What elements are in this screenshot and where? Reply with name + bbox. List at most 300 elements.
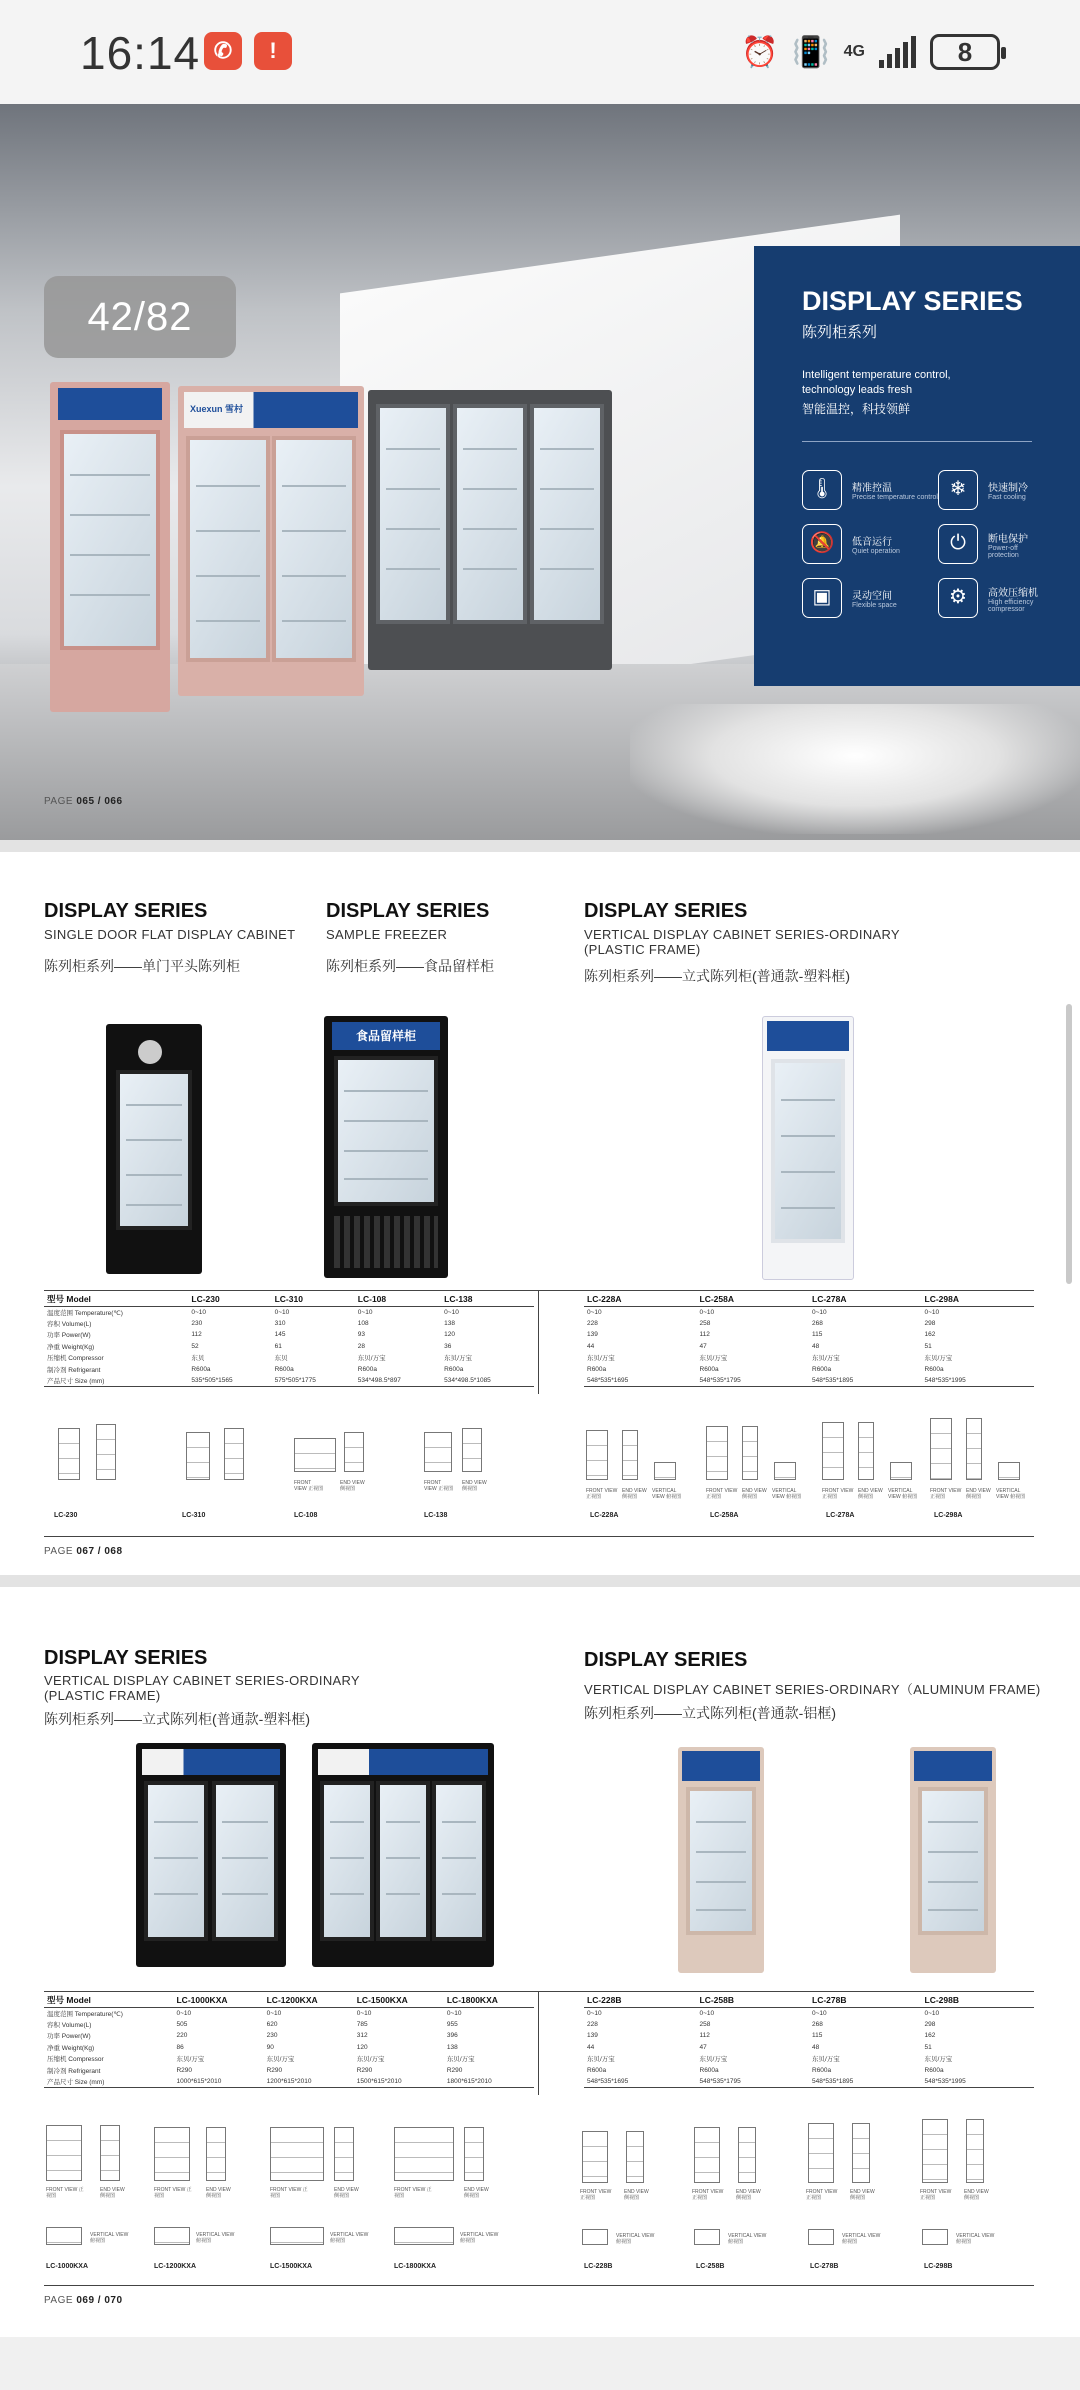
table-cell: R600a [699,1365,719,1373]
drawing-label: LC-108 [294,1512,318,1519]
table-cell: 548*535*1795 [697,2076,810,2088]
fridge-sign [682,1751,760,1781]
feature-item [938,470,1048,510]
table-header-row [44,1993,534,2007]
feature-item [938,524,1048,564]
feature-label: 灵动空间 [852,591,892,602]
drawing-label: LC-1800KXA [394,2263,437,2270]
table-cell: 258 [699,1319,711,1327]
view-caption: FRONT VIEW 正视图 [920,2189,952,2201]
panel-desc-line-2: technology leads fresh [802,384,913,396]
table-cell: 548*535*1895 [809,2076,922,2088]
product-image-lc-298b [910,1747,996,1973]
table-divider [538,1991,539,2095]
table-header-cell: LC-278B [809,1993,922,2007]
drawing-side-lc-228b [626,2131,644,2183]
drawing-side-lc-258a [742,1426,758,1480]
table-cell: 容积 Volume(L) [47,1320,92,1328]
drawing-side-lc-278a [858,1422,874,1480]
feature-sublabel: Precise temperature control [852,494,938,501]
table-header-cell: 型号 Model [44,1292,188,1306]
drawing-top-lc-258b [694,2229,720,2245]
table-cell: R600a [924,2066,944,2074]
fridge-door-left [144,1781,208,1941]
table-cell: 139 [587,1331,598,1339]
table-cell: 548*535*1795 [697,1375,810,1387]
table-cell: 90 [266,2043,274,2051]
footer-page-numbers: 067 / 068 [76,1546,123,1557]
drawing-top-lc-298b [922,2229,948,2245]
table-cell: 785 [356,2020,368,2028]
drawing-side-lc-1000kxa [100,2125,120,2181]
table-row [44,1341,534,1353]
page-gap [0,1575,1080,1587]
footer-page-numbers: 065 / 066 [76,796,123,807]
fridge-door-2 [376,1781,430,1941]
table-header-row [584,1993,1034,2007]
fridge-door-3 [432,1781,486,1941]
table-cell: 制冷剂 Refrigerant [47,1366,101,1374]
drawing-top-lc-1000kxa [46,2227,82,2245]
table-cell: 48 [812,2043,820,2051]
table-cell: 44 [587,2043,595,2051]
view-caption: VERTICAL VIEW 俯视图 [652,1488,682,1500]
table-cell: 东贝/万宝 [699,2056,728,2064]
feature-item [802,470,938,510]
footer-label: PAGE [44,1546,74,1557]
view-caption: END VIEW 侧视图 [340,1480,365,1492]
freezer-sign: 食品留样柜 [332,1022,440,1050]
table-cell: R600a [587,1365,607,1373]
view-caption: FRONT VIEW 正视图 [586,1488,618,1500]
table-row [584,2076,1034,2088]
table-header-cell: LC-230 [188,1292,271,1306]
table-row [44,2007,534,2019]
page-counter: 42/82 [44,276,236,358]
table-cell: 548*535*1695 [584,1375,697,1387]
panel-description [802,368,1032,417]
table-row [44,2076,534,2088]
table-cell: 620 [266,2020,278,2028]
brand-sign-text: Xuexun 雪村 [190,404,244,414]
table-cell: R600a [274,1365,294,1373]
table-cell: 东贝/万宝 [356,2056,385,2064]
table-cell: 47 [699,1342,707,1350]
table-cell: 温度范围 Temperature(℃) [47,2010,123,2018]
table-row [584,1341,1034,1353]
table-cell: 制冷剂 Refrigerant [47,2067,101,2075]
fridge-door [918,1787,988,1935]
view-caption: FRONT VIEW 正视图 [424,1480,454,1492]
table-cell: 48 [812,1342,820,1350]
table-cell: 312 [356,2032,368,2040]
table-cell: R290 [356,2066,373,2074]
table-header-cell: LC-228B [584,1993,697,2007]
table-cell: 230 [191,1319,203,1327]
feature-sublabel: Power-off protection [988,544,1019,559]
table-row [44,2065,534,2077]
table-cell: R600a [812,1365,832,1373]
table-cell: 东贝/万宝 [587,1355,615,1363]
spec-table-left [44,1993,534,2088]
table-cell: 955 [446,2020,458,2028]
table-row [584,2065,1034,2077]
drawing-label: LC-1500KXA [270,2263,313,2270]
fridge-vent-grille [334,1216,438,1268]
table-row [44,2053,534,2065]
table-row [584,1329,1034,1341]
table-cell: R600a [699,2066,719,2074]
drawing-label: LC-1200KXA [154,2263,197,2270]
table-header-cell: LC-298B [922,1993,1035,2007]
table-cell: 61 [274,1342,282,1350]
page-footer [44,1546,123,1557]
table-header-cell: LC-258B [697,1993,810,2007]
table-cell: 93 [357,1331,366,1339]
table-cell: 1200*615*2010 [264,2076,354,2088]
fridge-door [686,1787,756,1935]
table-cell: 51 [924,1342,932,1350]
table-cell: 东贝/万宝 [812,1355,840,1363]
table-row [584,2019,1034,2031]
feature-sublabel: High efficiency compressor [988,598,1034,613]
product-image-lc-228b [678,1747,764,1973]
panel-divider [802,441,1032,442]
section-subtitle-cn: 陈列柜系列——食品留样柜 [326,958,494,974]
drawing-label: LC-258A [710,1512,739,1519]
fridge-sign [58,388,162,420]
fridge-door-1 [320,1781,374,1941]
table-cell: 0~10 [924,1308,940,1316]
feature-item [938,578,1048,618]
fridge-door [60,430,160,650]
table-row [584,1364,1034,1376]
table-header-row [584,1292,1034,1306]
table-cell: 47 [699,2043,707,2051]
table-cell: 505 [176,2020,188,2028]
table-cell: 东贝/万宝 [699,1355,728,1363]
fridge-double-pink [178,386,364,696]
drawing-side-lc-298b [966,2119,984,2183]
table-cell: 115 [812,1331,823,1339]
fridge-door [771,1059,845,1243]
table-row [44,1329,534,1341]
view-caption: VERTICAL VIEW 俯视图 [888,1488,918,1500]
table-header-cell: LC-1800KXA [444,1993,534,2007]
table-top-rule [44,1991,1034,1992]
drawing-side-lc-138 [462,1428,482,1472]
fan-vent [138,1040,162,1064]
table-cell: 51 [924,2043,932,2051]
drawing-front-lc-258b [694,2127,720,2183]
view-caption: FRONT VIEW 正视图 [822,1488,854,1500]
table-cell: 东贝/万宝 [176,2056,205,2064]
cube-icon: ▣ [802,578,842,618]
catalog-page-069[interactable] [0,1587,1080,2337]
table-header-cell: 型号 Model [44,1993,173,2007]
drawing-label: LC-310 [182,1512,206,1519]
table-cell: 0~10 [587,2009,602,2017]
view-caption: VERTICAL VIEW 俯视图 [460,2232,499,2244]
drawing-front-lc-1800kxa [394,2127,454,2181]
section-subtitle-en-2: (PLASTIC FRAME) [584,942,701,957]
table-row [44,2030,534,2042]
drawing-front-lc-230 [58,1428,80,1480]
alarm-icon: ⏰ [740,35,779,69]
spec-table-right [584,1993,1034,2088]
view-caption: END VIEW 侧视图 [462,1480,487,1492]
table-row [584,2030,1034,2042]
panel-desc-line-1: Intelligent temperature control, [802,369,951,381]
view-caption: END VIEW 侧视图 [622,1488,647,1500]
table-cell: 0~10 [266,2009,282,2017]
fridge-door-left [186,436,270,662]
table-cell: 净重 Weight(Kg) [47,2044,95,2052]
table-cell: R600a [357,1365,377,1373]
view-caption: FRONT VIEW 正视图 [692,2189,724,2201]
feature-grid [802,470,1038,618]
table-cell: 534*498.5*1085 [441,1375,534,1387]
product-image-lc-1000kxa [136,1743,286,1967]
table-cell: 功率 Power(W) [47,2033,91,2041]
fridge-sign [318,1749,488,1775]
table-cell: 0~10 [444,1308,459,1316]
drawing-label: LC-1000KXA [46,2263,89,2270]
feature-label: 断电保护 [988,533,1028,545]
section-subtitle-en: VERTICAL DISPLAY CABINET SERIES-ORDINARY [44,1673,360,1688]
view-caption: FRONT VIEW 正视图 [930,1488,962,1500]
fridge-door-right [272,436,356,662]
drawing-front-lc-310 [186,1432,210,1480]
table-cell: 压缩机 Compressor [47,1355,104,1363]
table-cell: 1800*615*2010 [444,2076,534,2088]
table-cell: R290 [176,2066,193,2074]
table-cell: 548*535*1895 [809,1375,922,1387]
table-cell: R290 [446,2066,463,2074]
table-cell: 548*535*1995 [922,2076,1035,2088]
fridge-single-pink [50,382,170,712]
table-header-cell: LC-310 [272,1292,355,1306]
table-row [44,2019,534,2031]
product-image-lc-228a [762,1016,854,1280]
drawing-front-lc-278b [808,2123,834,2183]
table-cell: 548*535*1995 [922,1375,1035,1387]
table-cell: R600a [924,1365,944,1373]
snowflake-icon: ❄ [938,470,978,510]
drawing-front-lc-1500kxa [270,2127,324,2181]
drawing-top-lc-1800kxa [394,2227,454,2245]
view-caption: FRONT VIEW 正视图 [154,2187,192,2199]
table-cell: 575*505*1775 [272,1375,355,1387]
section-subtitle-cn: 陈列柜系列——立式陈列柜(普通款-塑料框) [584,968,850,984]
table-cell: 220 [176,2032,188,2040]
table-cell: 36 [444,1342,452,1350]
table-cell: 268 [812,2020,823,2028]
fridge-sign [142,1749,280,1775]
view-caption: END VIEW 侧视图 [736,2189,761,2201]
feature-item [802,578,938,618]
compressor-icon: ⚙ [938,578,978,618]
view-caption: END VIEW 侧视图 [100,2187,125,2199]
feature-label: 快速制冷 [988,483,1028,494]
catalog-page-067[interactable] [0,852,1080,1575]
table-cell: 东贝/万宝 [266,2056,295,2064]
table-cell: 0~10 [699,2009,715,2017]
table-cell: 138 [446,2043,458,2051]
view-caption: FRONT VIEW 正视图 [294,1480,324,1492]
fridge-sign [767,1021,849,1051]
table-header-cell: LC-258A [697,1292,810,1306]
table-cell: 东贝/万宝 [357,1355,386,1363]
table-cell: 139 [587,2032,598,2040]
fridge-door [116,1070,192,1230]
product-image-lc-230 [106,1024,202,1274]
drawing-side-lc-1800kxa [464,2127,484,2181]
table-row [584,1352,1034,1364]
drawing-side-lc-1200kxa [206,2127,226,2181]
table-divider [538,1290,539,1394]
table-header-cell: LC-1200KXA [264,1993,354,2007]
feature-sublabel: Flexible space [852,602,897,609]
table-row [44,2042,534,2054]
drawing-front-lc-108 [294,1438,336,1472]
view-caption: FRONT VIEW 正视图 [580,2189,612,2201]
drawing-side-lc-298a [966,1418,982,1480]
footer-page-numbers: 069 / 070 [76,2295,123,2306]
table-cell: 534*498.5*897 [355,1375,441,1387]
drawing-label: LC-278B [810,2263,839,2270]
drawing-front-lc-298a [930,1418,952,1480]
drawing-front-lc-228a [586,1430,608,1480]
table-cell: 0~10 [191,1308,207,1316]
panel-desc-cn: 智能温控，科技领鲜 [802,402,911,416]
drawing-top-lc-278b [808,2229,834,2245]
table-cell: 28 [357,1342,366,1350]
fridge-sign [184,392,358,428]
table-cell: 温度范围 Temperature(℃) [47,1309,123,1317]
table-cell: 298 [924,1319,936,1327]
table-cell: 268 [812,1319,823,1327]
table-cell: 0~10 [924,2009,940,2017]
drawing-side-lc-108 [344,1432,364,1472]
feature-label: 低音运行 [852,537,892,548]
drawing-side-lc-1500kxa [334,2127,354,2181]
section-title: DISPLAY SERIES [584,1649,748,1671]
table-cell: 396 [446,2032,458,2040]
drawing-top-lc-228a [654,1462,676,1480]
page-footer [44,2295,123,2306]
footer-rule [44,1536,1034,1537]
view-caption: FRONT VIEW 正视图 [270,2187,308,2199]
table-row [44,1352,534,1364]
view-caption: END VIEW 侧视图 [742,1488,767,1500]
table-top-rule [44,1290,1034,1291]
section-title: DISPLAY SERIES [44,1647,208,1669]
table-cell: 120 [356,2043,368,2051]
table-cell: 228 [587,2020,598,2028]
section-subtitle-en: VERTICAL DISPLAY CABINET SERIES-ORDINARY（ALUMINUM FRAME) [584,1682,1041,1697]
section-title: DISPLAY SERIES [44,900,208,922]
table-cell: 0~10 [357,1308,373,1316]
catalog-page-065[interactable] [0,104,1080,840]
table-cell: 535*505*1565 [188,1375,271,1387]
table-cell: 0~10 [274,1308,290,1316]
table-header-cell: LC-1000KXA [173,1993,263,2007]
drawing-side-lc-230 [96,1424,116,1480]
table-cell: 容积 Volume(L) [47,2021,92,2029]
feature-label: 高效压缩机 [988,587,1038,599]
view-caption: END VIEW 侧视图 [206,2187,231,2199]
table-cell: 230 [266,2032,278,2040]
scrollbar-thumb[interactable] [1066,1004,1072,1284]
table-row [44,1306,534,1318]
table-row [44,1375,534,1387]
drawing-front-lc-1200kxa [154,2127,190,2181]
view-caption: END VIEW 侧视图 [850,2189,875,2201]
table-cell: R600a [812,2066,832,2074]
drawing-side-lc-258b [738,2127,756,2183]
table-row [584,1306,1034,1318]
vibrate-icon: 📳 [792,35,830,69]
product-image-lc-108 [324,1016,448,1278]
view-caption: END VIEW 侧视图 [464,2187,489,2199]
table-cell: 52 [191,1342,199,1350]
table-cell: 东贝 [191,1355,205,1363]
status-icons [741,30,1000,74]
fridge-door-right [212,1781,278,1941]
view-caption: VERTICAL VIEW 俯视图 [196,2232,235,2244]
view-caption: VERTICAL VIEW 俯视图 [330,2232,369,2244]
view-caption: END VIEW 侧视图 [624,2189,649,2201]
fridge-door-3 [530,404,604,624]
view-caption: END VIEW 侧视图 [858,1488,883,1500]
table-cell: 112 [699,2032,710,2040]
view-caption: VERTICAL VIEW 俯视图 [90,2232,129,2244]
view-caption: FRONT VIEW 正视图 [394,2187,432,2199]
table-cell: 东贝/万宝 [812,2056,840,2064]
table-row [584,2053,1034,2065]
view-caption: END VIEW 侧视图 [966,1488,991,1500]
view-caption: VERTICAL VIEW 俯视图 [956,2233,995,2245]
table-cell: 0~10 [176,2009,192,2017]
drawing-front-lc-1000kxa [46,2125,82,2181]
table-cell: 162 [924,2032,936,2040]
page-gap [0,840,1080,852]
footer-label: PAGE [44,2295,74,2306]
thermometer-icon: 🌡 [802,470,842,510]
alert-notification-icon: ! [254,32,292,70]
drawing-front-lc-228b [582,2131,608,2183]
view-caption: VERTICAL VIEW 俯视图 [616,2233,655,2245]
drawing-top-lc-1500kxa [270,2227,324,2245]
table-header-row [44,1292,534,1306]
signal-strength-icon [879,36,916,68]
table-cell: 产品尺寸 Size (mm) [44,2076,173,2088]
table-cell: R600a [587,2066,607,2074]
fur-rug [630,704,1080,834]
feature-sublabel: Fast cooling [988,494,1026,501]
section-subtitle-cn: 陈列柜系列——单门平头陈列柜 [44,958,240,974]
table-row [584,1375,1034,1387]
drawing-front-lc-138 [424,1432,452,1472]
table-cell: 298 [924,2020,936,2028]
fridge-triple-dark [368,390,612,670]
table-cell: 0~10 [356,2009,372,2017]
feature-label: 精准控温 [852,483,892,494]
section-subtitle-cn: 陈列柜系列——立式陈列柜(普通款-铝框) [584,1705,836,1721]
table-cell: R600a [444,1365,464,1373]
spec-table-left [44,1292,534,1387]
